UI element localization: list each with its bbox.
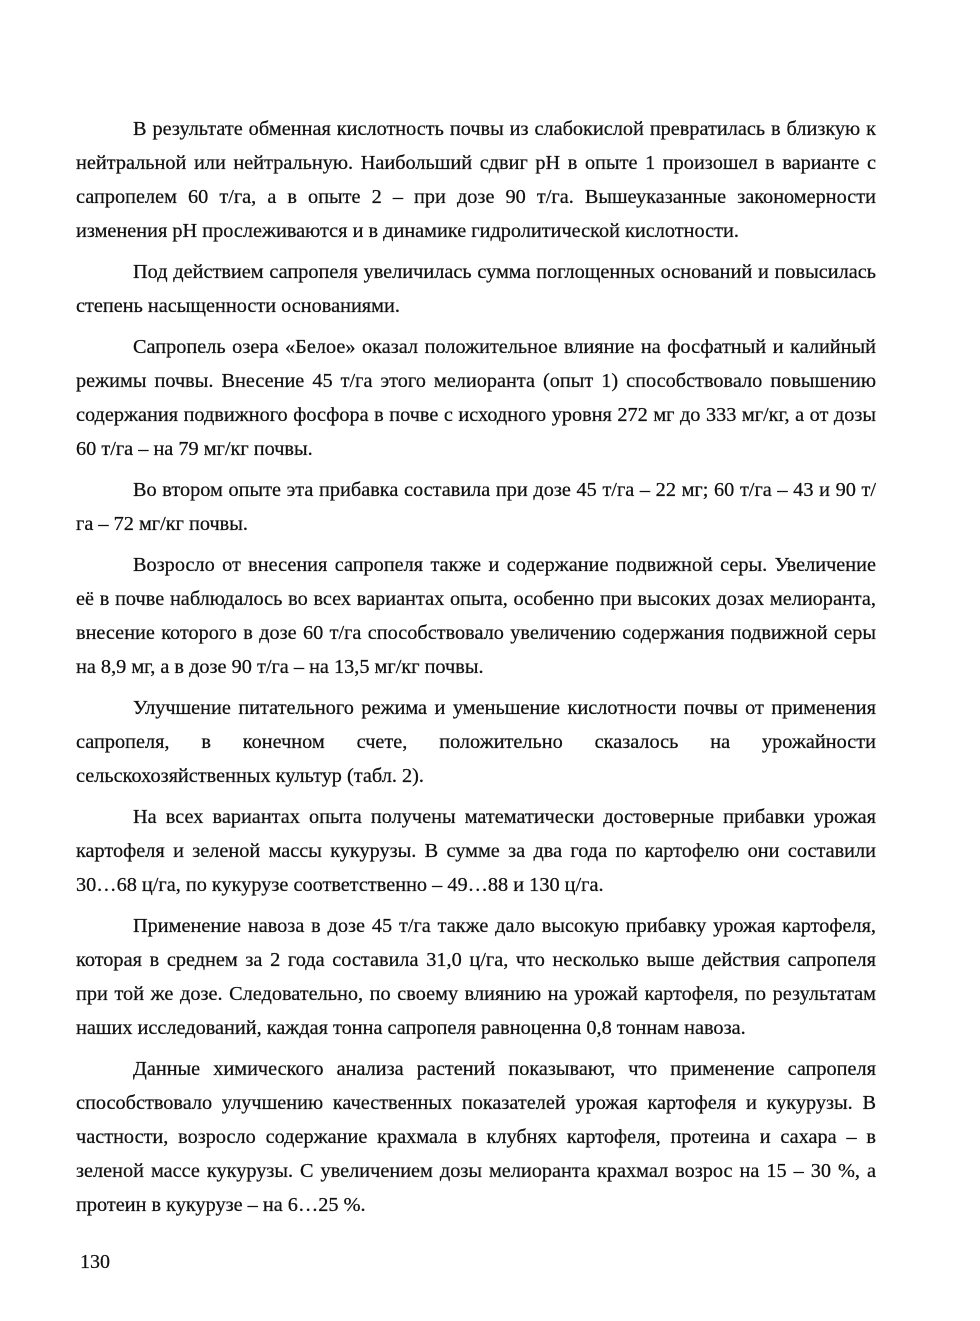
- paragraph-9: Данные химического анализа растений показывают, что применение сапропеля способствовало улучшению качественных показателей урожая картофеля и кукурузы. В частности, возросло содержание крахмала в клубнях картофеля, протеина и сахара – в зеленой массе кукурузы. С увеличением дозы мелиоранта крахмал возрос на 15 – 30 %, а протеин в кукурузе – на 6…25 %.: [76, 1058, 876, 1216]
- paragraph-3: Сапропель озера «Белое» оказал положительное влияние на фосфатный и калийный режимы почвы. Внесение 45 т/га этого мелиоранта (опыт 1) способствовало повышению содержания подвижного фосфора в почве с исходного уровня 272 мг до 333 мг/кг, а от дозы 60 т/га – на 79 мг/кг почвы.: [76, 336, 876, 460]
- paragraph-7: На всех вариантах опыта получены математически достоверные прибавки урожая картофеля и зеленой массы кукурузы. В сумме за два года по картофелю они составили 30…68 ц/га, по кукурузе соответственно – 49…88 и 130 ц/га.: [76, 806, 876, 896]
- paragraph-1: В результате обменная кислотность почвы из слабокислой превратилась в близкую к нейтральной или нейтральную. Наибольший сдвиг pH в опыте 1 произошел в варианте с сапропелем 60 т/га, а в опыте 2 – при дозе 90 т/га. Вышеуказанные закономерности изменения pH прослеживаются и в динамике гидролитической кислотности.: [76, 118, 876, 242]
- paragraph-6: Улучшение питательного режима и уменьшение кислотности почвы от применения сапропеля, в конечном счете, положительно сказалось на урожайности сельскохозяйственных культур (табл. 2).: [76, 697, 876, 787]
- paragraph-4: Во втором опыте эта прибавка составила при дозе 45 т/га – 22 мг; 60 т/га – 43 и 90 т/га – 72 мг/кг почвы.: [76, 479, 876, 535]
- document-body: [76, 112, 876, 1229]
- paragraph-5: Возросло от внесения сапропеля также и содержание подвижной серы. Увеличение её в почве наблюдалось во всех вариантах опыта, особенно при высоких дозах мелиоранта, внесение которого в дозе 60 т/га способствовало увеличению содержания подвижной серы на 8,9 мг, а в дозе 90 т/га – на 13,5 мг/кг почвы.: [76, 554, 876, 678]
- paragraph-8: Применение навоза в дозе 45 т/га также дало высокую прибавку урожая картофеля, которая в среднем за 2 года составила 31,0 ц/га, что несколько выше действия сапропеля при той же дозе. Следовательно, по своему влиянию на урожай картофеля, по результатам наших исследований, каждая тонна сапропеля равноценна 0,8 тоннам навоза.: [76, 915, 876, 1039]
- paragraph-2: Под действием сапропеля увеличилась сумма поглощенных оснований и повысилась степень насыщенности основаниями.: [76, 261, 876, 317]
- page-number: 130: [80, 1251, 110, 1273]
